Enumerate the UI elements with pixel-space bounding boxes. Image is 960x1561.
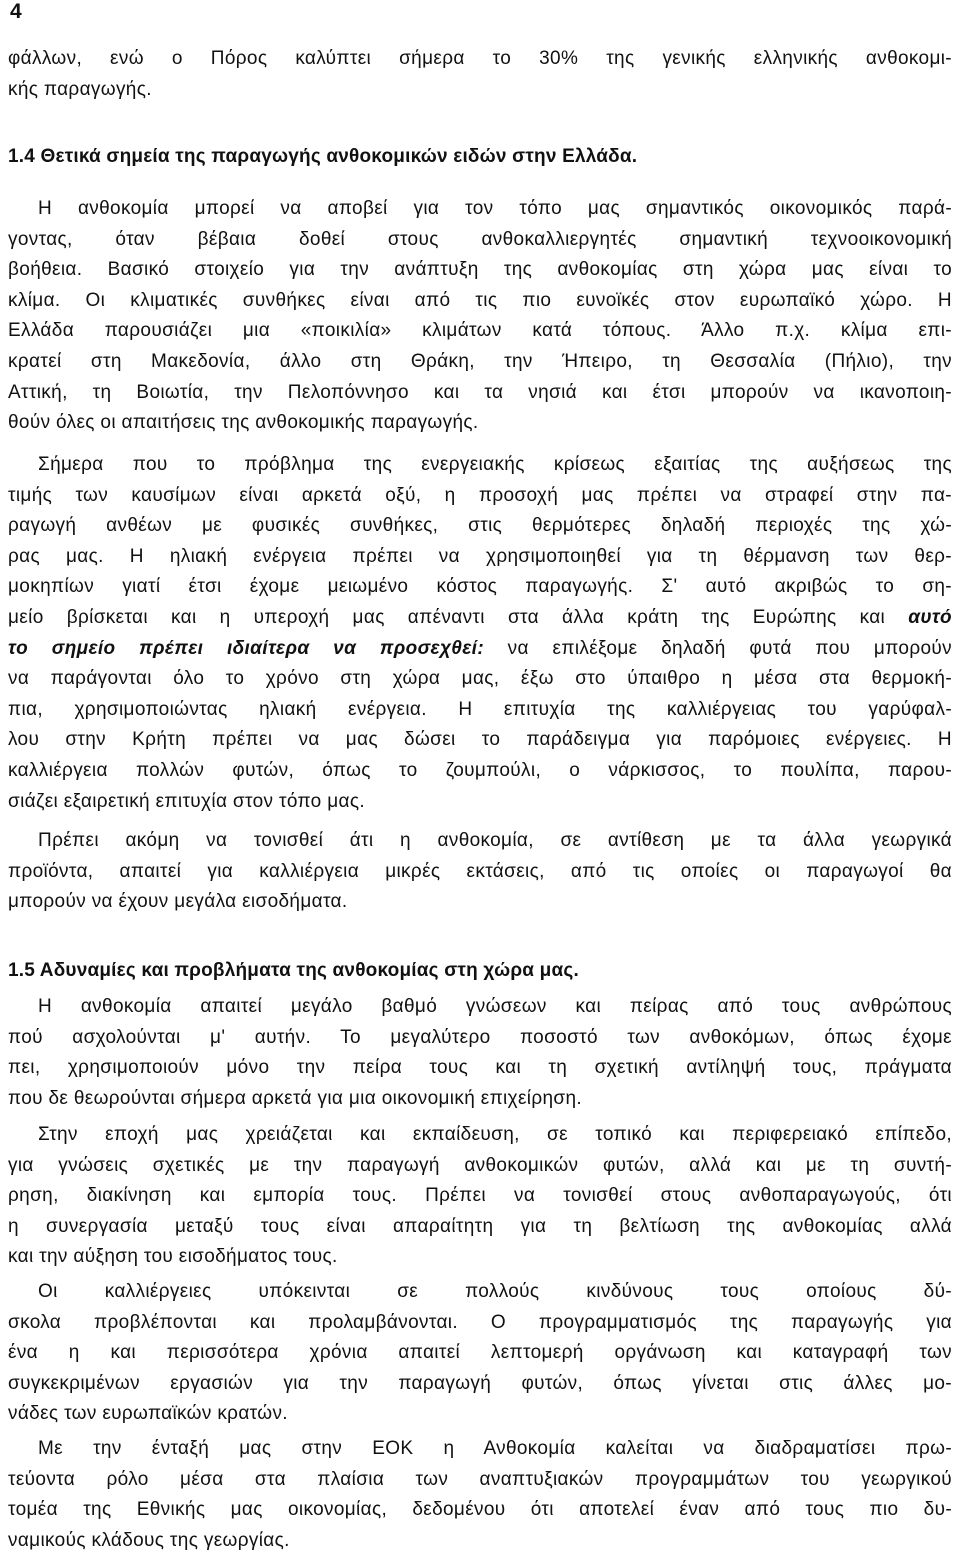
- paragraph-1-5-4: [8, 1434, 952, 1556]
- text-line: και την αύξηση του εισοδήματος τους.: [8, 1246, 338, 1268]
- text-line: που δε θεωρούνται σήμερα αρκετά για μια οικονομική επιχείρηση.: [8, 1087, 583, 1109]
- text-line: Στην εποχή μας χρειάζεται και εκπαίδευση, σε τοπικό και περιφερειακό επίπεδο,: [38, 1124, 952, 1145]
- text-line: καλλιέργεια πολλών φυτών, όπως το ζουμπούλι, ο νάρκισσος, το πουλίπα, παρου-: [8, 759, 952, 781]
- text-line: λου στην Κρήτη πρέπει να μας δώσει το παράδειγμα για παρόμοιες ενέργειες. Η: [8, 729, 952, 751]
- text-line: συγκεκριμένων εργασιών για την παραγωγή φυτών, όπως γίνεται στις άλλες μο-: [8, 1372, 952, 1394]
- section-heading-1-5: [8, 956, 952, 987]
- section-heading: 1.4 Θετικά σημεία της παραγωγής ανθοκομικών ειδών στην Ελλάδα.: [8, 146, 638, 167]
- text-line: Ελλάδα παρουσιάζει μια «ποικιλία» κλιμάτων κατά τόπους. Άλλο π.χ. κλίμα επι-: [8, 320, 952, 342]
- text-line: τομέα της Εθνικής μας οικονομίας, δεδομένου ότι αποτελεί έναν από τους πιο δυ-: [8, 1499, 952, 1521]
- text-line: ραγωγή ανθέων με φυσικές συνθήκες, στις θερμότερες δηλαδή περιοχές της χώ-: [8, 515, 952, 537]
- section-heading-1-4: [8, 142, 952, 173]
- paragraph-1-4-2: [8, 450, 952, 817]
- intro-paragraph: [8, 44, 952, 105]
- text-line: Σήμερα που το πρόβλημα της ενεργειακής κρίσεως εξαιτίας της αυξήσεως της: [38, 454, 952, 475]
- text-line: βοήθεια. Βασικό στοιχείο για την ανάπτυξη της ανθοκομίας στη χώρα μας είναι το: [8, 259, 952, 281]
- text-line: [8, 634, 952, 665]
- text-line: προϊόντα, απαιτεί για καλλιέργεια μικρές εκτάσεις, από τις οποίες οι παραγωγοί θα: [8, 860, 952, 882]
- text-line: κλίμα. Οι κλιματικές συνθήκες είναι από τις πιο ευνοϊκές στον ευρωπαϊκό χώρο. Η: [8, 289, 952, 311]
- text-line: τιμής των καυσίμων είναι αρκετά οξύ, η προσοχή μας πρέπει να στραφεί στην πα-: [8, 484, 952, 506]
- paragraph-1-4-1: [8, 194, 952, 439]
- page-number: 4: [10, 0, 23, 23]
- emphasis-text: το σημείο πρέπει ιδιαίτερα να προσεχθεί:: [8, 637, 484, 659]
- text-line: η συνεργασία μεταξύ τους είναι απαραίτητη για τη βελτίωση της ανθοκομίας αλλά: [8, 1215, 952, 1237]
- text-line: πια, χρησιμοποιώντας ηλιακή ενέργεια. Η επιτυχία της καλλιέργειας του γαρύφαλ-: [8, 698, 952, 720]
- text-line: νάδες των ευρωπαϊκών κρατών.: [8, 1403, 288, 1425]
- text-line: μπορούν να έχουν μεγάλα εισοδήματα.: [8, 891, 348, 913]
- emphasis-text: αυτό: [908, 606, 952, 628]
- text-line: πει, χρησιμοποιούν μόνο την πείρα τους και τη σχετική αντίληψή τους, πράγματα: [8, 1057, 952, 1079]
- text-run: να επιλέξομε δηλαδή φυτά που μπορούν: [484, 637, 952, 659]
- text-line: Η ανθοκομία απαιτεί μεγάλο βαθμό γνώσεων και πείρας από τους ανθρώπους: [38, 996, 952, 1017]
- paragraph-1-5-3: [8, 1277, 952, 1430]
- text-line: ναμικούς κλάδους της γεωργίας.: [8, 1529, 290, 1551]
- paragraph-1-5-1: [8, 992, 952, 1114]
- text-line: Οι καλλιέργειες υπόκεινται σε πολλούς κινδύνους τους οποίους δύ-: [38, 1281, 952, 1302]
- text-line: Με την ένταξή μας στην ΕΟΚ η Ανθοκομία καλείται να διαδραματίσει πρω-: [38, 1438, 952, 1459]
- text-line: [8, 603, 952, 634]
- text-line: πού ασχολούνται μ' αυτήν. Το μεγαλύτερο ποσοστό των ανθοκόμων, όπως έχομε: [8, 1026, 952, 1048]
- text-line: θούν όλες οι απαιτήσεις της ανθοκομικής παραγωγής.: [8, 412, 479, 434]
- text-line: κής παραγωγής.: [8, 78, 152, 100]
- paragraph-1-5-2: [8, 1120, 952, 1273]
- text-line: Πρέπει ακόμη να τονισθεί άτι η ανθοκομία, σε αντίθεση με τα άλλα γεωργικά: [38, 830, 952, 851]
- text-line: Αττική, τη Βοιωτία, την Πελοπόννησο και τα νησιά και έτσι μπορούν να ικανοποιη-: [8, 381, 952, 403]
- text-line: γοντας, όταν βέβαια δοθεί στους ανθοκαλλιεργητές σημαντική τεχνοοικονομική: [8, 228, 952, 250]
- text-line: να παράγονται όλο το χρόνο στη χώρα μας, έξω στο ύπαιθρο η μέσα στα θερμοκή-: [8, 668, 952, 690]
- text-line: σκολα προβλέπονται και προλαμβάνονται. Ο προγραμματισμός της παραγωγής για: [8, 1311, 952, 1333]
- text-line: ρηση, διακίνηση και εμπορία τους. Πρέπει να τονισθεί στους ανθοπαραγωγούς, ότι: [8, 1185, 952, 1207]
- text-line: σιάζει εξαιρετική επιτυχία στον τόπο μας.: [8, 790, 365, 812]
- text-line: Η ανθοκομία μπορεί να αποβεί για τον τόπο μας σημαντικός οικονομικός παρά-: [38, 198, 952, 219]
- text-line: μοκηπίων γιατί έτσι έχομε μειωμένο κόστος παραγωγής. Σ' αυτό ακριβώς το ση-: [8, 576, 952, 598]
- text-line: ρας μας. Η ηλιακή ενέργεια πρέπει να χρησιμοποιηθεί για τη θέρμανση των θερ-: [8, 545, 952, 567]
- text-line: ένα η και περισσότερα χρόνια απαιτεί λεπτομερή οργάνωση και καταγραφή των: [8, 1342, 952, 1364]
- text-line: τεύοντα ρόλο μέσα στα πλαίσια των αναπτυξιακών προγραμμάτων του γεωργικού: [8, 1468, 952, 1490]
- text-line: φάλλων, ενώ ο Πόρος καλύπτει σήμερα το 30% της γενικής ελληνικής ανθοκομι-: [8, 48, 952, 69]
- text-line: κρατεί στη Μακεδονία, άλλο στη Θράκη, την Ήπειρο, τη Θεσσαλία (Πήλιο), την: [8, 350, 952, 372]
- paragraph-1-4-3: [8, 826, 952, 918]
- text-run: μείο βρίσκεται και η υπεροχή μας απέναντι στα άλλα κράτη της Ευρώπης και: [8, 606, 909, 628]
- text-line: για γνώσεις σχετικές με την παραγωγή ανθοκομικών φυτών, αλλά και με τη συντή-: [8, 1154, 952, 1176]
- section-heading: 1.5 Αδυναμίες και προβλήματα της ανθοκομίας στη χώρα μας.: [8, 960, 579, 981]
